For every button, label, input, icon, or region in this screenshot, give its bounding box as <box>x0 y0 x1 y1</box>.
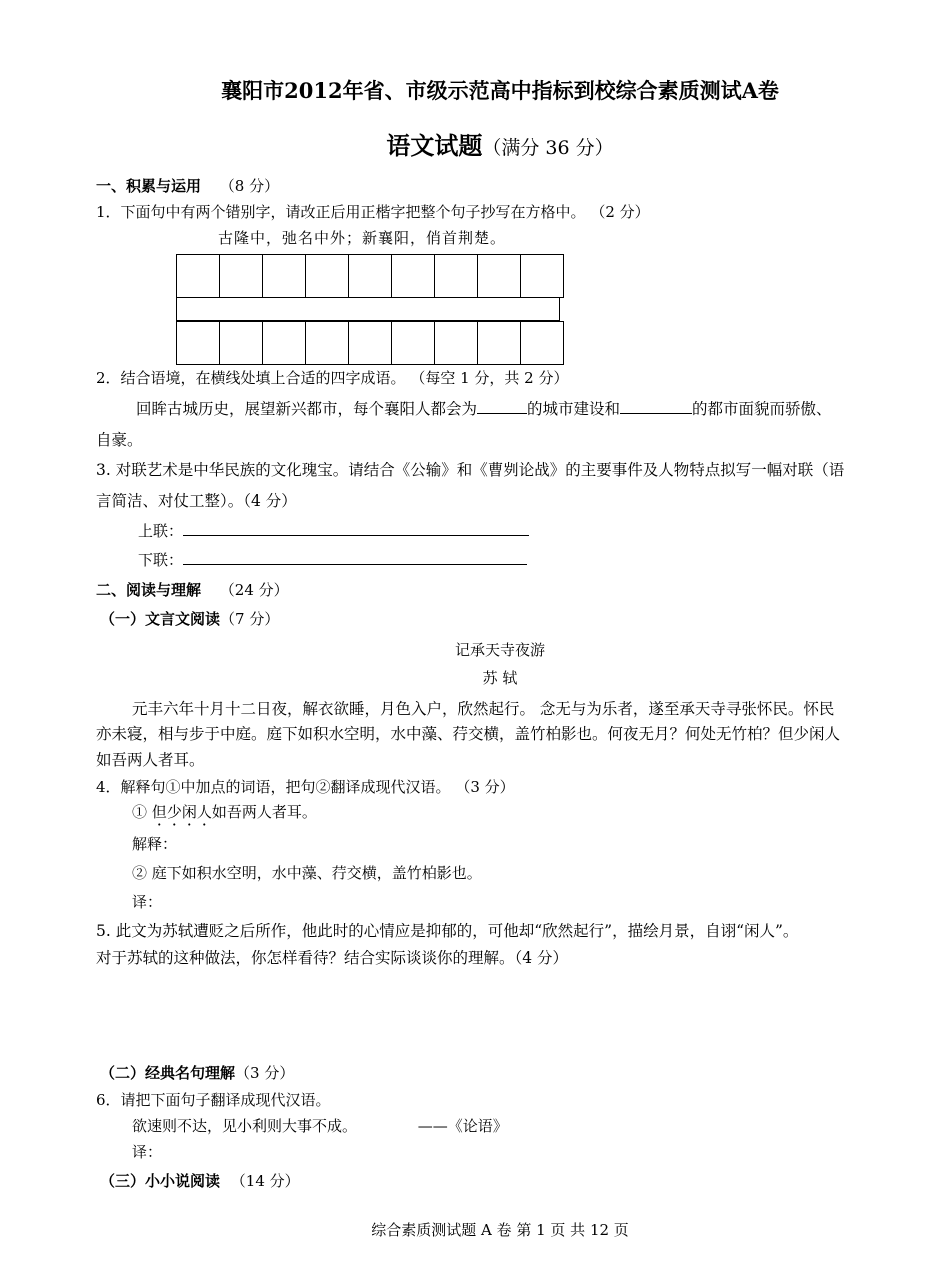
part1-score: （7 分） <box>220 610 280 628</box>
q2-text-a: 回眸古城历史，展望新兴都市，每个襄阳人都会为 <box>136 400 478 418</box>
q4-dotted-char: 但 <box>151 803 167 821</box>
q2-text-c: 的都市面貌而骄傲、 <box>692 400 832 418</box>
part1-heading: （一）文言文阅读 <box>100 610 221 628</box>
section2-heading: 二、阅读与理解 <box>96 581 202 599</box>
question-5-line1: 5. 此文为苏轼遭贬之后所作，他此时的心情应是抑郁的，可他却“欣然起行”，描绘月景，自诩“闲人”。 <box>96 922 799 940</box>
question-4-translate-label: 译： <box>132 893 163 911</box>
part2-score: （3 分） <box>235 1064 295 1082</box>
article-line3: 如吾两人者耳。 <box>96 751 205 769</box>
article-line2: 亦未寝，相与步于中庭。庭下如积水空明，水中藻、荇交横，盖竹柏影也。何夜无月？何处无竹柏？但少闲人 <box>96 725 841 743</box>
answer-cell[interactable] <box>220 255 263 298</box>
upper-couplet-blank[interactable] <box>183 535 529 536</box>
answer-cell[interactable] <box>306 322 349 365</box>
question-4-sentence-2: ② 庭下如积水空明，水中藻、荇交横，盖竹柏影也。 <box>132 864 482 882</box>
question-2-text-line1 <box>96 397 832 421</box>
question-4-sentence-1 <box>132 801 317 823</box>
answer-cell[interactable] <box>521 322 564 365</box>
answer-cell[interactable] <box>263 322 306 365</box>
q4-s1-number: ① <box>132 803 148 821</box>
section2-heading-line <box>96 579 289 601</box>
subject-title: 语文试题 <box>386 132 483 160</box>
full-score: （满分 36 分） <box>482 137 614 159</box>
answer-grid-spacer <box>176 297 560 321</box>
q4-dotted-char: 闲 <box>181 803 197 821</box>
question-6-translate-label: 译： <box>132 1143 163 1161</box>
lower-couplet-blank[interactable] <box>183 564 527 565</box>
answer-grid-row-2 <box>176 321 564 365</box>
question-6-quote-line <box>132 1115 508 1137</box>
page-title: 襄阳市2012年省、市级示范高中指标到校综合素质测试A卷 <box>221 78 779 103</box>
upper-couplet-line <box>138 520 529 542</box>
question-4-explain-label: 解释： <box>132 835 178 853</box>
section1-heading-line <box>96 175 279 197</box>
question-6: 6．请把下面句子翻译成现代汉语。 <box>96 1091 331 1109</box>
lower-couplet-line <box>138 549 527 571</box>
q4-dotted-char: 人 <box>196 803 212 821</box>
part1-heading-line <box>100 608 279 630</box>
answer-cell[interactable] <box>392 255 435 298</box>
answer-cell[interactable] <box>349 322 392 365</box>
answer-cell[interactable] <box>478 255 521 298</box>
answer-cell[interactable] <box>392 322 435 365</box>
q2-blank-2[interactable] <box>620 413 692 414</box>
answer-cell[interactable] <box>521 255 564 298</box>
part3-heading: （三）小小说阅读 <box>100 1172 221 1190</box>
q2-text-b: 的城市建设和 <box>527 400 621 418</box>
question-3-line2: 言简洁、对仗工整）。（4 分） <box>96 492 297 510</box>
answer-cell[interactable] <box>435 255 478 298</box>
page-footer: 综合素质测试题 A 卷 第 1 页 共 12 页 <box>371 1221 629 1239</box>
lower-couplet-label: 下联： <box>138 551 184 569</box>
question-5-line2: 对于苏轼的这种做法，你怎样看待？结合实际谈谈你的理解。（4 分） <box>96 949 569 967</box>
part2-heading-line <box>100 1062 294 1084</box>
q4-dotted-char: 少 <box>166 803 182 821</box>
section1-heading: 一、积累与运用 <box>96 177 202 195</box>
answer-cell[interactable] <box>478 322 521 365</box>
question-1-sentence: 古隆中，弛名中外；新襄阳，俏首荆楚。 <box>218 229 507 247</box>
q4-s1-rest: 如吾两人者耳。 <box>211 803 317 821</box>
part3-score: （14 分） <box>230 1172 300 1190</box>
answer-cell[interactable] <box>220 322 263 365</box>
part3-heading-line <box>100 1170 300 1192</box>
q6-quote: 欲速则不达，见小利则大事不成。 <box>132 1117 358 1135</box>
subject-title-line <box>0 130 950 164</box>
question-3-line1: 3. 对联艺术是中华民族的文化瑰宝。请结合《公输》和《曹刿论战》的主要事件及人物特点拟写一幅对联（语 <box>96 461 845 479</box>
answer-cell[interactable] <box>177 322 220 365</box>
answer-cell[interactable] <box>349 255 392 298</box>
q6-source: ——《论语》 <box>417 1117 508 1135</box>
section2-score: （24 分） <box>219 581 289 599</box>
upper-couplet-label: 上联： <box>138 522 184 540</box>
question-4: 4．解释句①中加点的词语，把句②翻译成现代汉语。 （3 分） <box>96 778 515 796</box>
answer-cell[interactable] <box>306 255 349 298</box>
answer-cell[interactable] <box>177 255 220 298</box>
answer-cell[interactable] <box>263 255 306 298</box>
part2-heading: （二）经典名句理解 <box>100 1064 236 1082</box>
question-2-text-line2: 自豪。 <box>96 431 143 449</box>
answer-cell[interactable] <box>435 322 478 365</box>
article-author: 苏 轼 <box>482 669 518 687</box>
answer-grid-row-1 <box>176 254 564 298</box>
section1-score: （8 分） <box>219 177 280 195</box>
q2-blank-1[interactable] <box>477 413 527 414</box>
question-2: 2．结合语境，在横线处填上合适的四字成语。 （每空 1 分，共 2 分） <box>96 369 569 387</box>
question-1: 1．下面句中有两个错别字，请改正后用正楷字把整个句子抄写在方格中。 （2 分） <box>96 203 650 221</box>
article-title: 记承天寺夜游 <box>454 641 545 659</box>
article-line1: 元丰六年十月十二日夜，解衣欲睡，月色入户，欣然起行。 念无与为乐者，遂至承天寺寻张怀民。怀民 <box>132 700 835 718</box>
